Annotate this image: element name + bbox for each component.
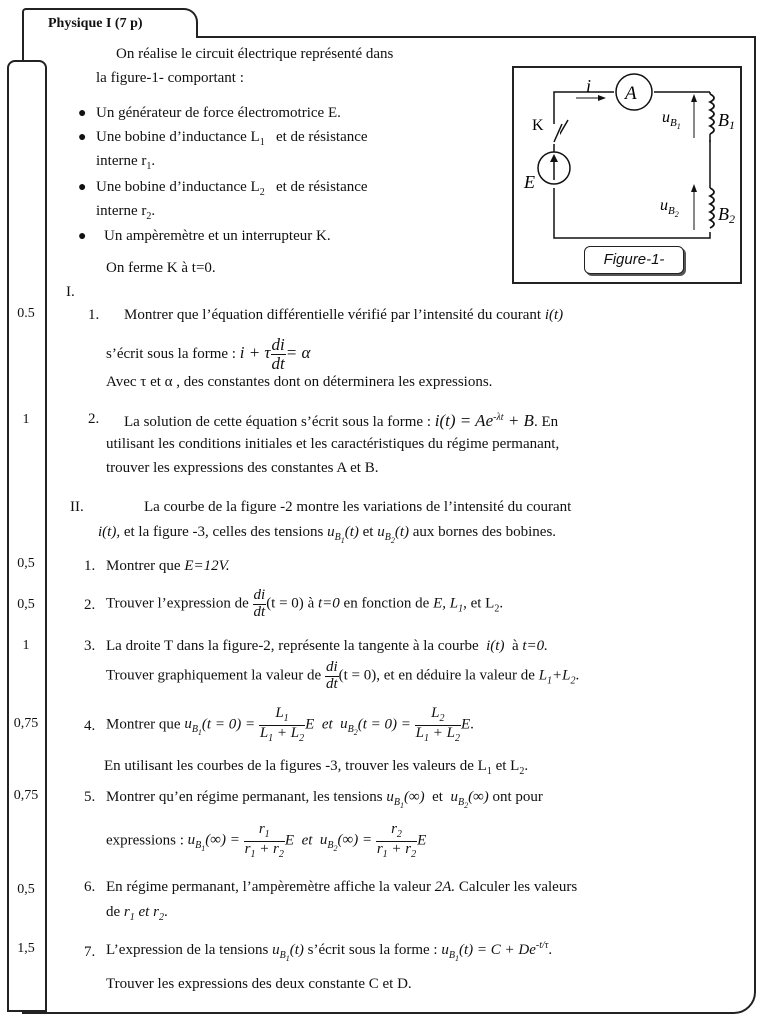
score-part2-q6: 0,5: [17, 882, 35, 897]
part2-q2-num: 2.: [84, 597, 96, 613]
part2-intro1: La courbe de la figure -2 montre les variations de l’intensité du courant: [144, 499, 572, 515]
score-part2-q1: 0,5: [17, 556, 35, 571]
coil2-label: B2: [718, 204, 735, 226]
score-part1-q1: 0.5: [17, 306, 35, 321]
score-part2-q7: 1,5: [17, 941, 35, 956]
part2-q5-line1: Montrer qu’en régime permanant, les tensions $u_{B_1}(\infty)$ et $u_{B_2}(\infty)$ ont pour: [106, 789, 543, 810]
generator-label: E: [524, 172, 535, 192]
tab-join: [24, 34, 196, 40]
part1-q2-num: 2.: [88, 411, 100, 427]
score-part2-q3: 1: [22, 638, 30, 653]
part2-intro2: i(t), et la figure -3, celles des tensions $u_{B_1}(t)$ et $u_{B_2}(t)$ aux bornes des bobines.: [98, 524, 557, 545]
bullet-ammeter: Un ampèremètre et un interrupteur K.: [104, 228, 331, 244]
part2-q7-num: 7.: [84, 944, 96, 960]
part1-q1-num: 1.: [88, 307, 100, 323]
bullet-dot: ●: [78, 180, 87, 195]
score-part2-q2: 0,5: [17, 597, 35, 612]
part1-q1-line3: Avec τ et α , des constantes dont on déterminera les expressions.: [106, 374, 493, 390]
bullet-dot: ●: [78, 229, 87, 244]
ammeter-label: A: [625, 83, 637, 104]
part1-roman: I.: [66, 284, 75, 300]
bullet-coil2: Une bobine d’inductance $L_2$ et de résistance: [96, 179, 368, 198]
part2-q3-line2: Trouver graphiquement la valeur de $\frac{di}{dt}$ (t = 0), et en déduire la valeur de $L_1+L_2$.: [106, 659, 580, 692]
current-label: i: [586, 76, 592, 96]
part2-q5-line2: expressions : $u_{B_1}(\infty)$ = $\frac{r_1}{r_1 + r_2}$ E et $u_{B_2}(\infty)$ = $\frac{r_2}{r_1 + r_2}$ E: [106, 821, 427, 860]
bullet-coil1: Une bobine d’inductance $L_1$ et de résistance: [96, 129, 368, 148]
part1-q2-line3: trouver les expressions des constantes A et B.: [106, 460, 379, 476]
part2-roman: II.: [70, 499, 84, 515]
score-column: [7, 60, 47, 1012]
part1-q1-line2: s’écrit sous la forme : i + τ $\frac{di}{dt}$ = α: [106, 335, 311, 373]
score-part1-q2: 1: [22, 412, 30, 427]
part2-q5-num: 5.: [84, 789, 96, 805]
part2-q1-text: Montrer que E=12V.: [106, 558, 230, 574]
intro-line1: On réalise le circuit électrique représenté dans: [116, 46, 394, 62]
part2-q4-line2: En utilisant les courbes de la figures -3, trouver les valeurs de $L_1$ et $L_2$.: [104, 758, 529, 777]
switch-label: K: [532, 117, 544, 134]
part2-q7-line2: Trouver les expressions des deux constante C et D.: [106, 976, 412, 992]
bullet-generator: Un générateur de force électromotrice E.: [96, 105, 341, 121]
figure1-caption: Figure-1-: [584, 246, 684, 274]
bullet-coil2-r: interne $r_2$.: [96, 203, 156, 222]
bullet-dot: ●: [78, 130, 87, 145]
part2-q2-text: Trouver l’expression de $\frac{di}{dt}$ (t = 0) à t=0 en fonction de E, $L_1$, et $L_2$.: [106, 587, 504, 620]
part2-q7-line1: L’expression de la tensions $u_{B_1}(t)$ s’écrit sous la forme : $u_{B_1}(t) = C + De^{-t/\tau}$.: [106, 940, 553, 963]
score-part2-q5: 0,75: [13, 788, 39, 803]
part2-q4-eq: Montrer que $u_{B_1}(t = 0)$ = $\frac{L_1}{L_1 + L_2}$ E et $u_{B_2}(t = 0)$ = $\frac{L_2}{L_1 + L_2}$ E.: [106, 705, 474, 744]
part1-q2-line1: La solution de cette équation s’écrit sous la forme : $i(t) = Ae^{-\lambda t} + B$. En: [124, 411, 559, 430]
voltage2-label: $u_B2$: [660, 197, 679, 219]
section-title: Physique I (7 p): [48, 16, 143, 31]
part2-q6-num: 6.: [84, 879, 96, 895]
part2-q4-num: 4.: [84, 718, 96, 734]
coil1-label: B1: [718, 110, 735, 132]
bullet-coil1-r: interne $r_1$.: [96, 153, 156, 172]
part2-q1-num: 1.: [84, 558, 96, 574]
part2-q3-num: 3.: [84, 638, 96, 654]
close-switch-text: On ferme K à t=0.: [106, 260, 216, 276]
part2-q6-line2: de $r_1$ et $r_2$.: [106, 904, 168, 923]
voltage1-label: $u_B1$: [662, 109, 681, 131]
part2-q6-line1: En régime permanant, l’ampèremètre affiche la valeur 2A. Calculer les valeurs: [106, 879, 578, 895]
intro-line2: la figure-1- comportant :: [96, 70, 244, 86]
part1-q1-line1: Montrer que l’équation différentielle vérifié par l’intensité du courant i(t): [124, 307, 564, 323]
score-part2-q4: 0,75: [13, 716, 39, 731]
part2-q3-line1: La droite T dans la figure-2, représente la tangente à la courbe i(t) à t=0.: [106, 638, 548, 654]
bullet-dot: ●: [78, 106, 87, 121]
part1-q2-line2: utilisant les conditions initiales et les caractéristiques du régime permanant,: [106, 436, 560, 452]
